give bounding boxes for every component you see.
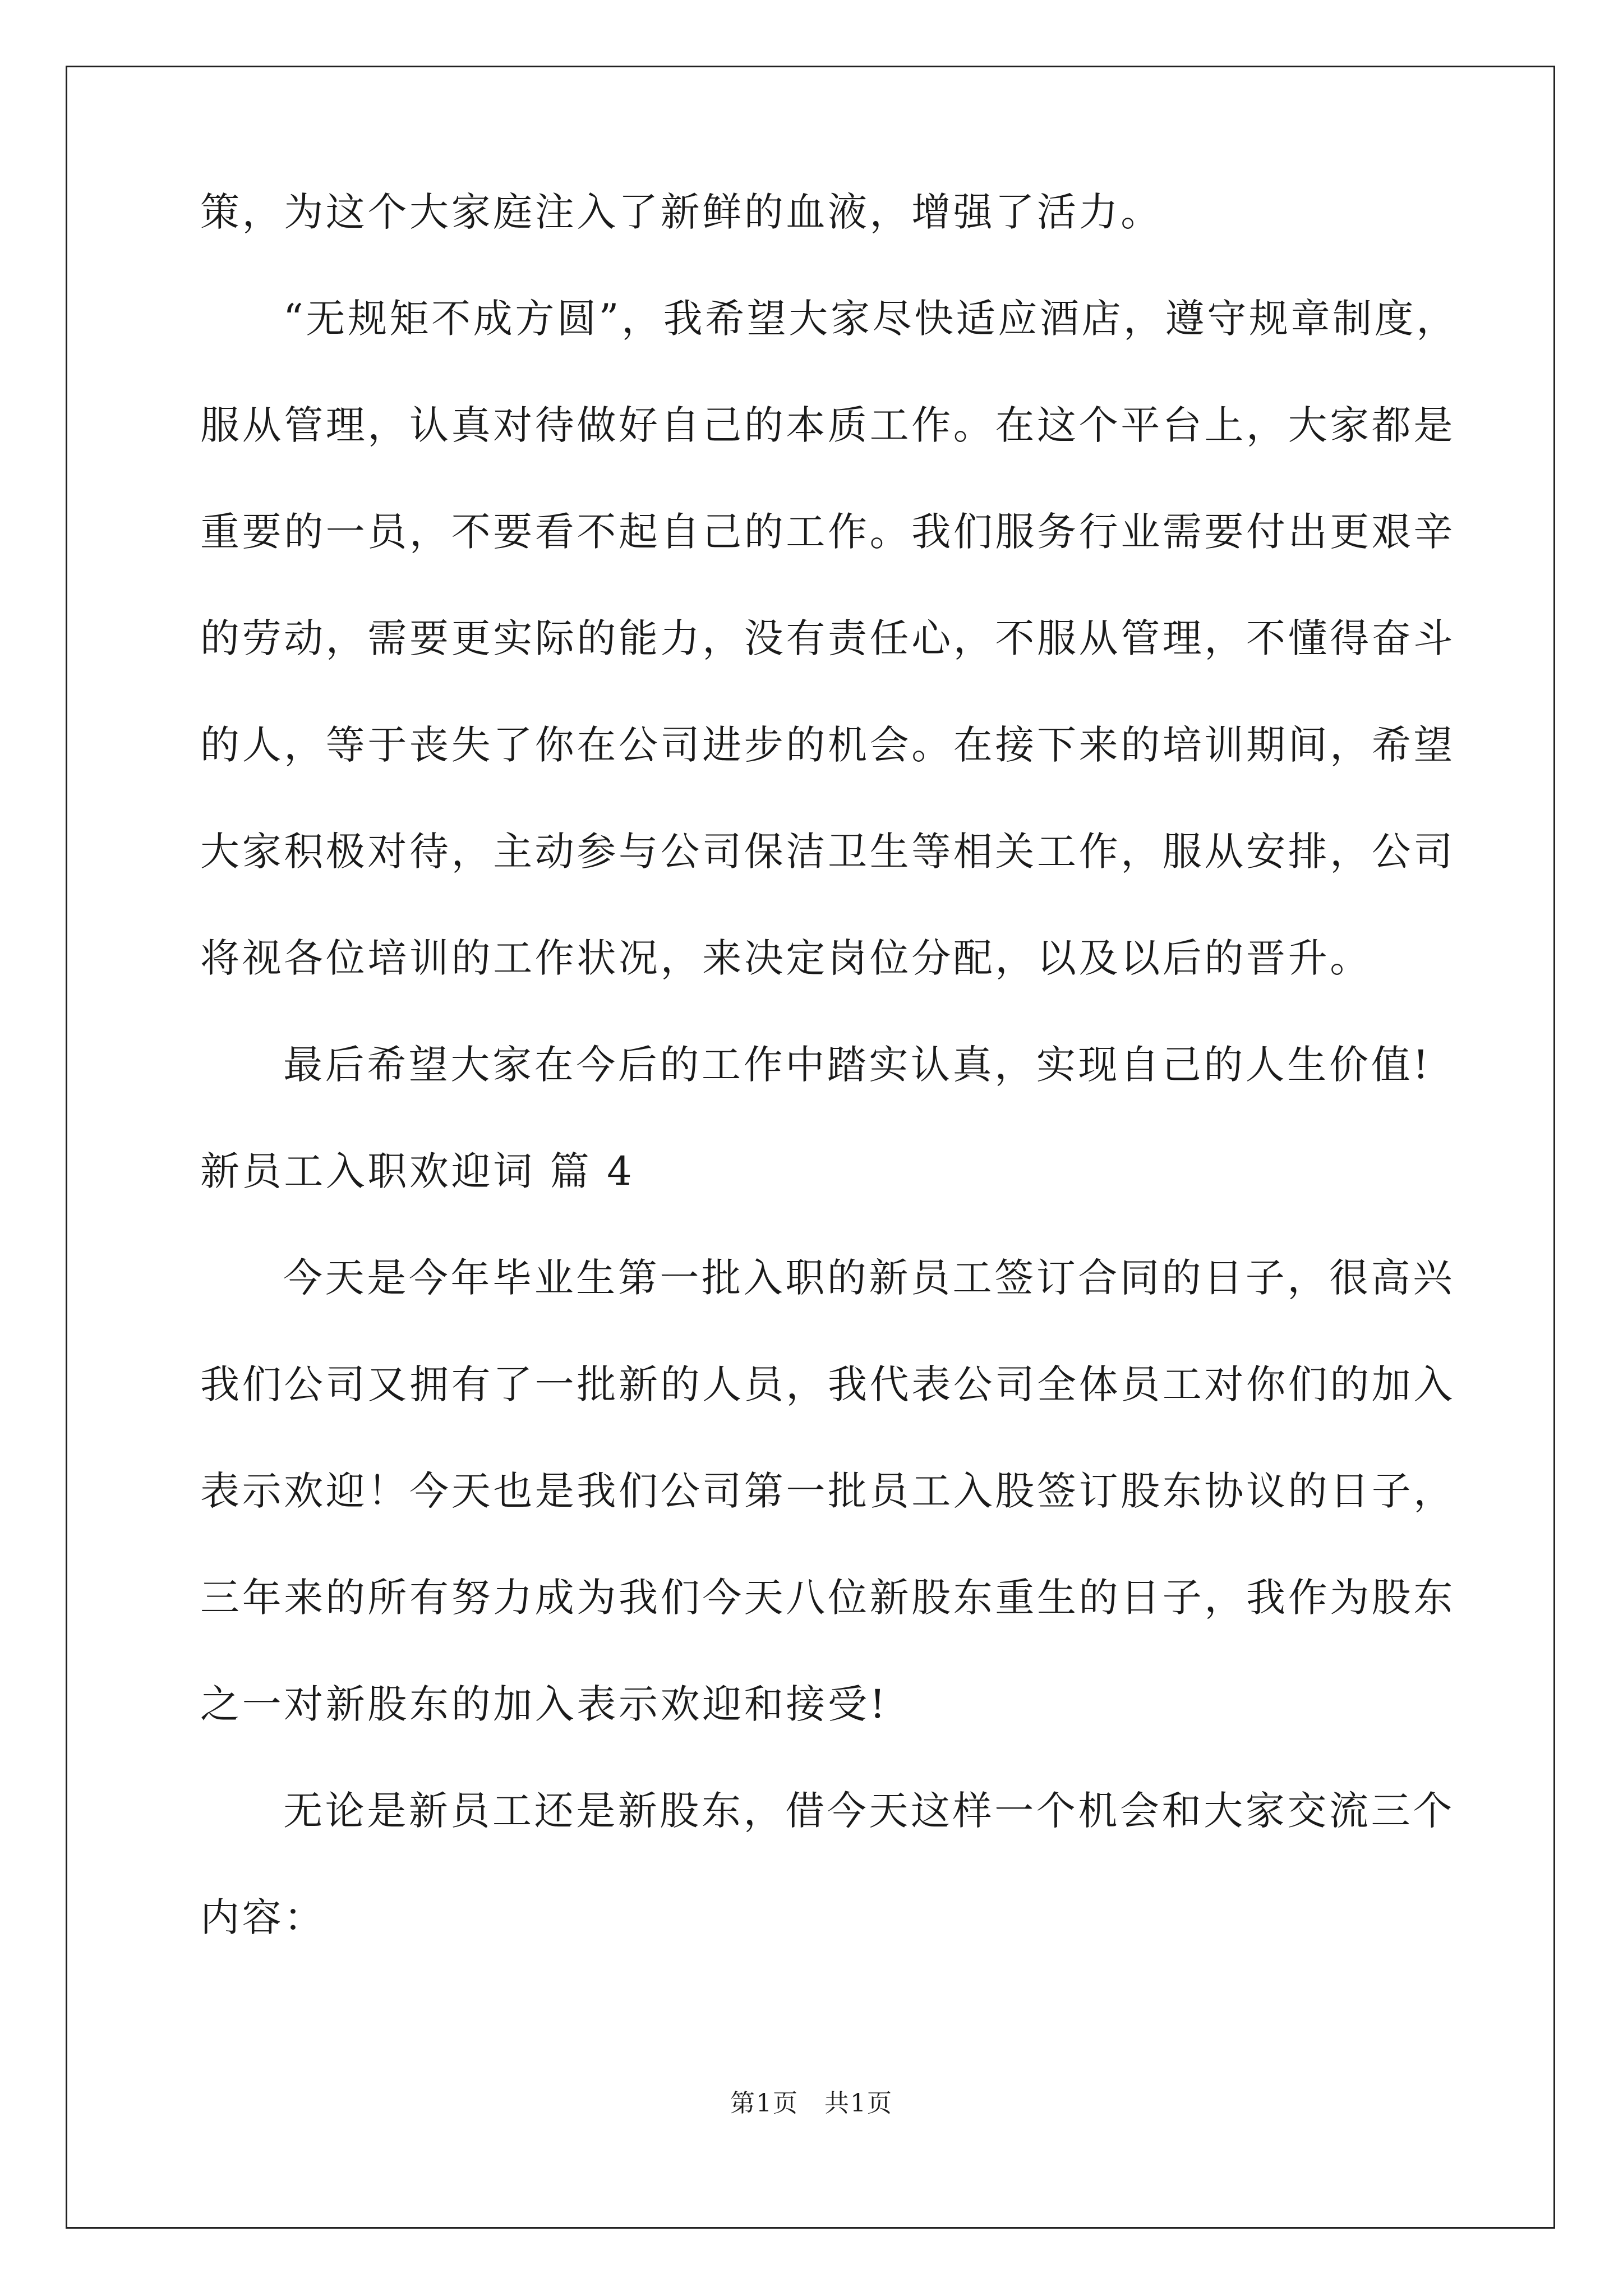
paragraph-line-4: 重要的一员，不要看不起自己的工作。我们服务行业需要付出更艰辛 bbox=[200, 509, 1455, 555]
paragraph-line-8: 将视各位培训的工作状况，来决定岗位分配，以及以后的晋升。 bbox=[200, 935, 1372, 981]
paragraph-line-1: 策，为这个大家庭注入了新鲜的血液，增强了活力。 bbox=[200, 189, 1163, 235]
paragraph-line-5: 的劳动，需要更实际的能力，没有责任心，不服从管理，不懂得奋斗 bbox=[200, 615, 1455, 661]
paragraph-line-3: 服从管理，认真对待做好自己的本质工作。在这个平台上，大家都是 bbox=[200, 402, 1455, 448]
page-footer: 第1页 共1页 bbox=[730, 2089, 893, 2118]
paragraph-line-6: 的人，等于丧失了你在公司进步的机会。在接下来的培训期间，希望 bbox=[200, 722, 1455, 768]
paragraph-line-17: 内容： bbox=[200, 1894, 326, 1940]
paragraph-line-14: 三年来的所有努力成为我们今天八位新股东重生的日子，我作为股东 bbox=[200, 1575, 1455, 1621]
paragraph-line-9: 最后希望大家在今后的工作中踏实认真，实现自己的人生价值! bbox=[283, 1042, 1431, 1088]
paragraph-line-12: 我们公司又拥有了一批新的人员，我代表公司全体员工对你们的加入 bbox=[200, 1361, 1455, 1407]
section-heading: 新员工入职欢迎词 篇 4 bbox=[200, 1148, 635, 1194]
paragraph-line-13: 表示欢迎！今天也是我们公司第一批员工入股签订股东协议的日子， bbox=[200, 1468, 1455, 1514]
paragraph-line-15: 之一对新股东的加入表示欢迎和接受! bbox=[200, 1681, 888, 1727]
paragraph-line-7: 大家积极对待，主动参与公司保洁卫生等相关工作，服从安排，公司 bbox=[200, 829, 1455, 875]
paragraph-line-2: “无规矩不成方圆”，我希望大家尽快适应酒店，遵守规章制度， bbox=[283, 296, 1458, 342]
paragraph-line-16: 无论是新员工还是新股东，借今天这样一个机会和大家交流三个 bbox=[283, 1788, 1455, 1834]
paragraph-line-11: 今天是今年毕业生第一批入职的新员工签订合同的日子，很高兴 bbox=[283, 1255, 1455, 1301]
